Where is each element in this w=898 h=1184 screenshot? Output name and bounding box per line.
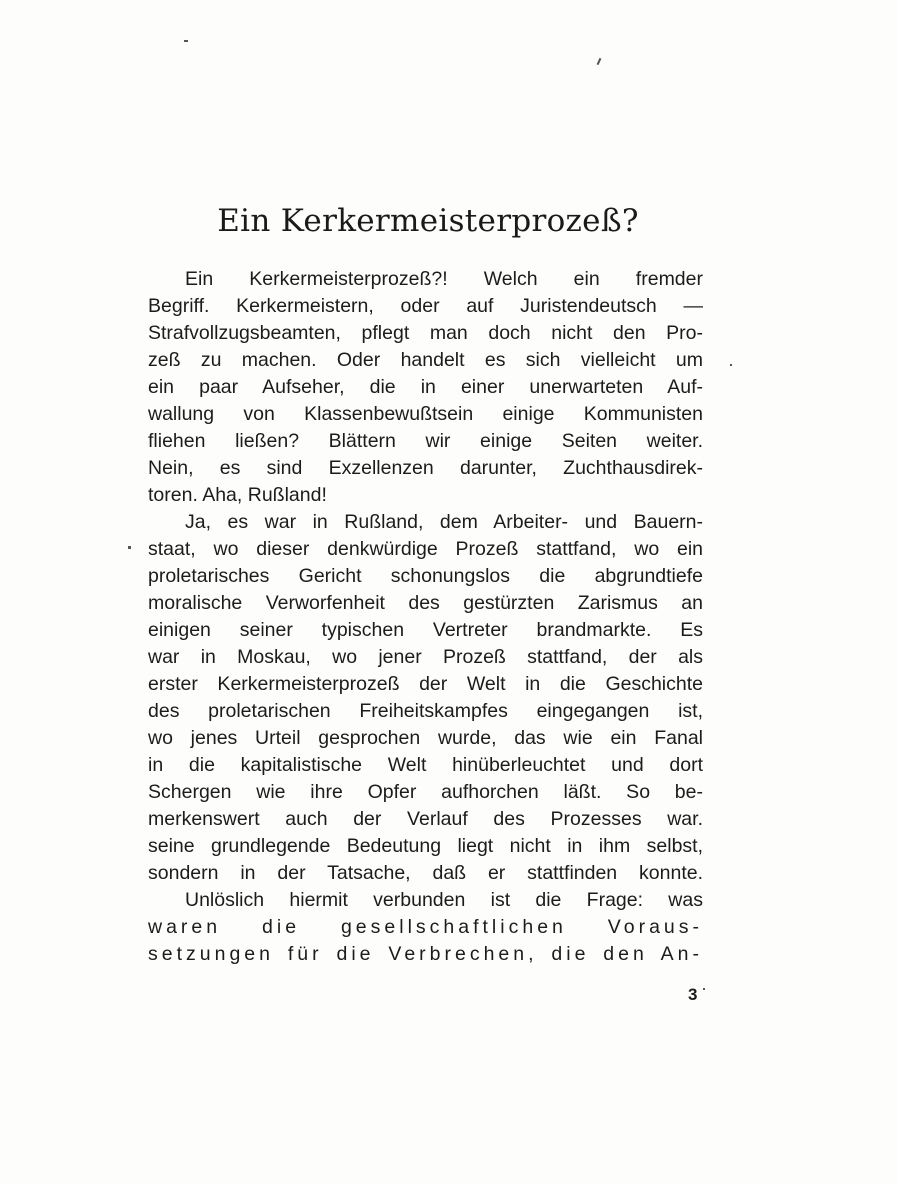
text-line: Ein Kerkermeisterprozeß?! Welch ein fremder	[185, 268, 703, 290]
body-text	[148, 266, 703, 968]
text-line: Ja, es war in Rußland, dem Arbeiter- und Bauern-	[185, 511, 703, 533]
text-line: fliehen ließen? Blättern wir einige Seiten weiter.	[148, 430, 703, 452]
text-line: des proletarischen Freiheitskampfes eingegangen ist,	[148, 700, 703, 722]
text-line: setzungen für die Verbrechen, die den An-	[148, 943, 703, 965]
text-line: merkenswert auch der Verlauf des Prozesses war.	[148, 808, 703, 830]
text-line: einigen seiner typischen Vertreter brandmarkte. Es	[148, 619, 703, 641]
text-line: wallung von Klassenbewußtsein einige Kommunisten	[148, 403, 703, 425]
text-line: Begriff. Kerkermeistern, oder auf Juristendeutsch —	[148, 295, 703, 317]
text-line: waren die gesellschaftlichen Voraus-	[148, 916, 703, 938]
text-line: Schergen wie ihre Opfer aufhorchen läßt. So be-	[148, 781, 703, 803]
scan-speck	[703, 988, 705, 990]
text-line: sondern in der Tatsache, daß er stattfinden konnte.	[148, 862, 703, 884]
text-line: toren. Aha, Rußland!	[148, 484, 327, 506]
text-line: Unlöslich hiermit verbunden ist die Frage: was	[185, 889, 703, 911]
text-line: proletarisches Gericht schonungslos die abgrundtiefe	[148, 565, 703, 587]
text-line: staat, wo dieser denkwürdige Prozeß stattfand, wo ein	[148, 538, 703, 560]
text-line: Strafvollzugsbeamten, pflegt man doch nicht den Pro-	[148, 322, 703, 344]
scan-speck	[128, 546, 131, 549]
text-line: moralische Verworfenheit des gestürzten Zarismus an	[148, 592, 703, 614]
text-line: seine grundlegende Bedeutung liegt nicht in ihm selbst,	[148, 835, 703, 857]
page-title: Ein Kerkermeisterprozeß?	[217, 203, 639, 239]
scan-speck	[730, 364, 732, 366]
text-line: ein paar Aufseher, die in einer unerwarteten Auf-	[148, 376, 703, 398]
text-line: zeß zu machen. Oder handelt es sich vielleicht um	[148, 349, 703, 371]
page-number: 3	[688, 985, 698, 1004]
scan-speck	[597, 58, 602, 65]
text-line: Nein, es sind Exzellenzen darunter, Zuchthausdirek-	[148, 457, 703, 479]
text-line: erster Kerkermeisterprozeß der Welt in die Geschichte	[148, 673, 703, 695]
scan-speck	[184, 40, 188, 42]
text-line: war in Moskau, wo jener Prozeß stattfand, der als	[148, 646, 703, 668]
text-line: wo jenes Urteil gesprochen wurde, das wie ein Fanal	[148, 727, 703, 749]
text-line: in die kapitalistische Welt hinüberleuchtet und dort	[148, 754, 703, 776]
